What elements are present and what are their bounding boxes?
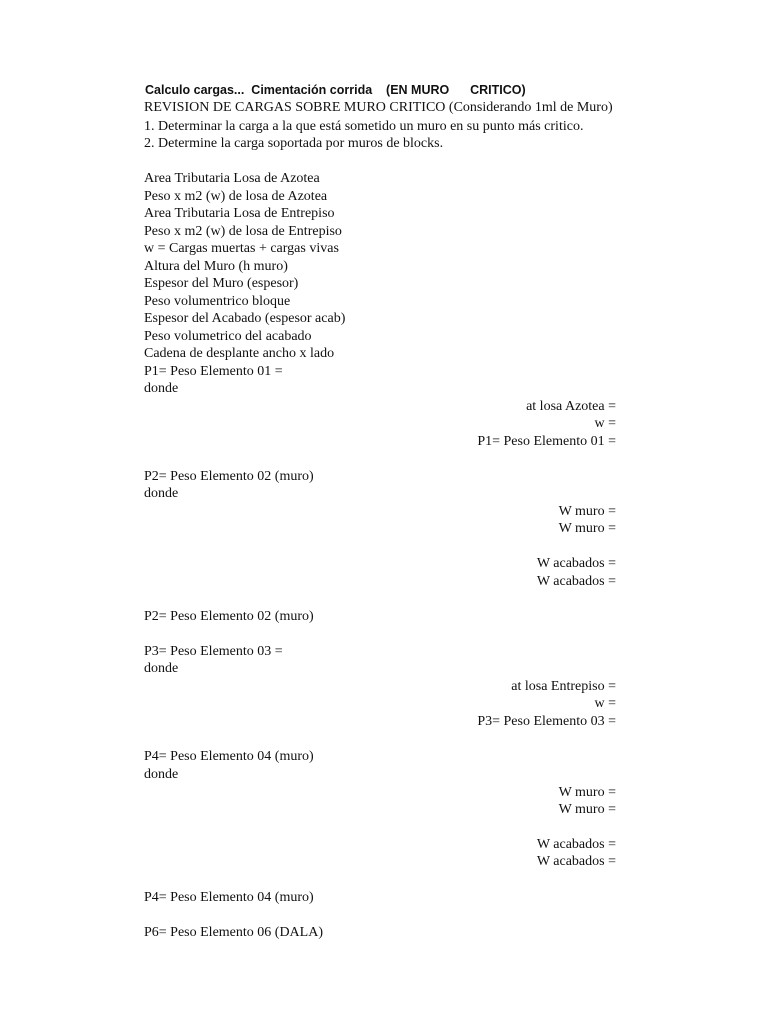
instruction-1: 1. Determinar la carga a la que está sometido un muro en su punto más critico.	[144, 119, 584, 134]
p3-line-w: w =	[594, 696, 616, 711]
param-peso-acabado: Peso volumetrico del acabado	[144, 329, 312, 344]
p2-donde: donde	[144, 486, 179, 501]
p1-line-at-losa-azotea: at losa Azotea =	[526, 399, 616, 414]
param-peso-losa-entrepiso: Peso x m2 (w) de losa de Entrepiso	[144, 224, 342, 239]
param-area-tributaria-entrepiso: Area Tributaria Losa de Entrepiso	[144, 206, 335, 221]
param-peso-losa-azotea: Peso x m2 (w) de losa de Azotea	[144, 189, 328, 204]
p1-title: P1= Peso Elemento 01 =	[144, 364, 283, 379]
p2-line-w-muro-2: W muro =	[558, 521, 616, 536]
param-cadena-desplante: Cadena de desplante ancho x lado	[144, 346, 335, 361]
p2-result: P2= Peso Elemento 02 (muro)	[144, 609, 314, 624]
p4-line-w-muro-1: W muro =	[558, 785, 616, 800]
p2-title: P2= Peso Elemento 02 (muro)	[144, 469, 314, 484]
p4-line-w-acabados-2: W acabados =	[536, 854, 616, 869]
param-altura-muro: Altura del Muro (h muro)	[144, 259, 288, 274]
p2-line-w-acabados-2: W acabados =	[536, 574, 616, 589]
instruction-2: 2. Determine la carga soportada por muros de blocks.	[144, 136, 444, 151]
p3-line-at-losa-entrepiso: at losa Entrepiso =	[511, 679, 616, 694]
p6-title: P6= Peso Elemento 06 (DALA)	[144, 925, 323, 940]
param-w-cargas: w = Cargas muertas + cargas vivas	[144, 241, 339, 256]
document-heading: Calculo cargas... Cimentación corrida (EN MURO CRITICO)	[145, 83, 526, 97]
param-peso-bloque: Peso volumentrico bloque	[144, 294, 291, 309]
p3-line-result: P3= Peso Elemento 03 =	[477, 714, 616, 729]
p1-line-w: w =	[594, 416, 616, 431]
p4-result: P4= Peso Elemento 04 (muro)	[144, 890, 314, 905]
p3-donde: donde	[144, 661, 179, 676]
param-espesor-acabado: Espesor del Acabado (espesor acab)	[144, 311, 346, 326]
p4-donde: donde	[144, 767, 179, 782]
param-espesor-muro: Espesor del Muro (espesor)	[144, 276, 299, 291]
p3-title: P3= Peso Elemento 03 =	[144, 644, 283, 659]
p1-donde: donde	[144, 381, 179, 396]
p4-line-w-acabados-1: W acabados =	[536, 837, 616, 852]
p2-line-w-muro-1: W muro =	[558, 504, 616, 519]
p1-line-result: P1= Peso Elemento 01 =	[477, 434, 616, 449]
param-area-tributaria-azotea: Area Tributaria Losa de Azotea	[144, 171, 320, 186]
p4-title: P4= Peso Elemento 04 (muro)	[144, 749, 314, 764]
p4-line-w-muro-2: W muro =	[558, 802, 616, 817]
p2-line-w-acabados-1: W acabados =	[536, 556, 616, 571]
document-subtitle: REVISION DE CARGAS SOBRE MURO CRITICO (Considerando 1ml de Muro)	[144, 100, 613, 115]
